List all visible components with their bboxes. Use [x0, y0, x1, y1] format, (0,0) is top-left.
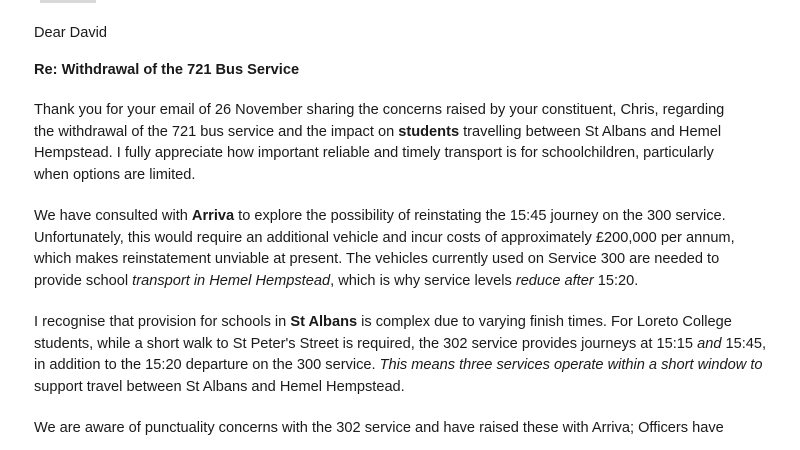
text-segment: is complex due to varying finish times. For Loreto College [357, 314, 732, 330]
text-line [34, 249, 794, 271]
text-segment: 15:20. [593, 272, 639, 289]
bold-text: Arriva [191, 208, 235, 224]
scan-edge-mark [40, 0, 96, 3]
text-line [34, 334, 794, 356]
text-segment: 15:45, [721, 335, 767, 352]
text-line [34, 312, 794, 334]
text-segment: the withdrawal of the 721 bus service and the impact on [34, 123, 399, 140]
text-line [34, 228, 794, 250]
text-segment: Hempstead. I fully appreciate how important reliable and timely transport is for schoolchildren, particularly [34, 145, 714, 161]
text-segment: We are aware of punctuality concerns with the 302 service and have raised these with Arriva; Officers have [34, 420, 724, 436]
bold-text: students [398, 123, 460, 140]
text-line [34, 100, 794, 122]
text-segment: , which is why service levels [330, 272, 516, 289]
text-segment: students, while a short walk to St Peter's Street is required, the 302 service provides journeys at 15:15 [34, 335, 698, 352]
text-line [34, 206, 794, 228]
paragraph-2 [34, 206, 794, 292]
text-segment: I recognise that provision for schools in [34, 314, 291, 330]
text-segment: Thank you for your email of 26 November sharing the concerns raised by your constituent, Chris, regarding [34, 102, 725, 118]
text-line [34, 377, 794, 399]
italic-text: and [697, 335, 722, 352]
text-segment: We have consulted with [34, 208, 192, 224]
subject-line: Re: Withdrawal of the 721 Bus Service [34, 61, 300, 78]
letter-body [34, 23, 794, 440]
text-segment: Unfortunately, this would require an additional vehicle and incur costs of approximately £200,000 per annum, [34, 229, 735, 246]
italic-text: This means three services operate within a short window to [379, 357, 763, 373]
paragraph-4 [34, 418, 794, 440]
text-line [34, 418, 794, 440]
text-line [34, 165, 794, 187]
letter-paragraphs [34, 100, 794, 440]
text-segment: which makes reinstatement unviable at present. The vehicles currently used on Service 300 are needed to [34, 251, 720, 267]
bold-text: St Albans [290, 314, 358, 330]
text-segment: provide school [34, 272, 133, 289]
paragraph-3 [34, 312, 794, 398]
paragraph-1 [34, 100, 794, 186]
text-segment: to explore the possibility of reinstating the 15:45 journey on the 300 service. [234, 208, 726, 224]
italic-text: reduce after [515, 272, 594, 289]
text-segment: support travel between St Albans and Hemel Hempstead. [34, 378, 405, 395]
text-line [34, 355, 794, 377]
salutation: Dear David [34, 25, 107, 41]
text-line [34, 271, 794, 293]
text-segment: travelling between St Albans and Hemel [459, 123, 722, 140]
text-segment: in addition to the 15:20 departure on the 300 service. [34, 357, 380, 373]
text-line [34, 143, 794, 165]
text-line [34, 122, 794, 144]
italic-text: transport in Hemel Hempstead [132, 272, 331, 289]
text-segment: when options are limited. [34, 166, 196, 183]
